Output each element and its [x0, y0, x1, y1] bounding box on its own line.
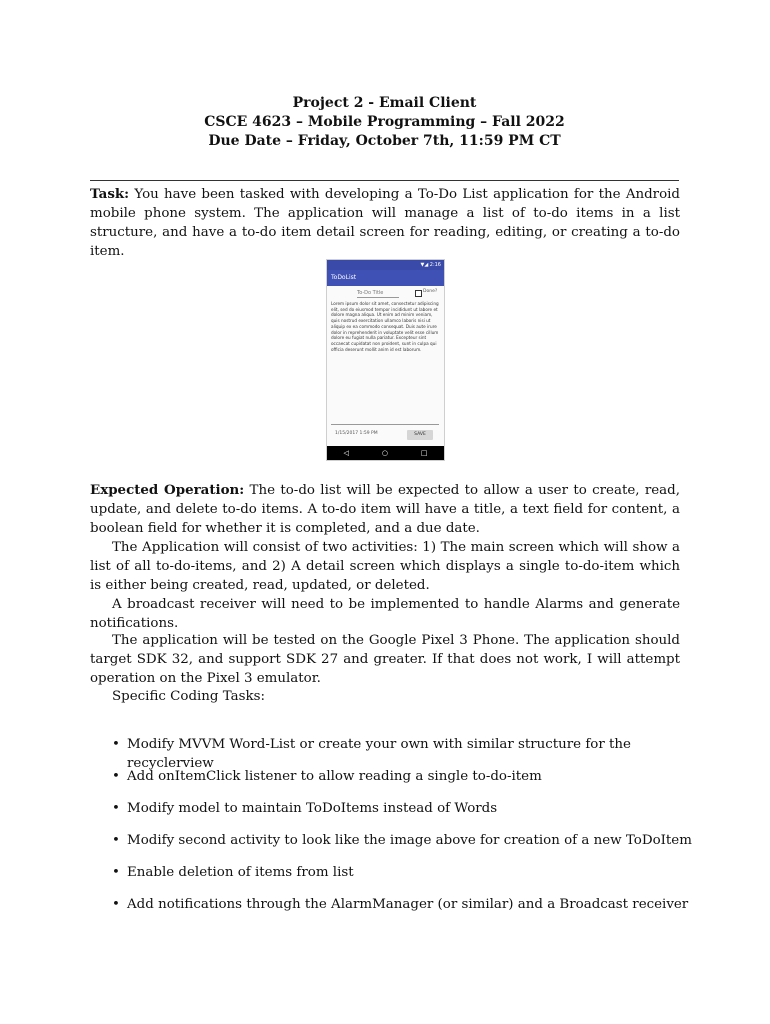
- list-item: • Add onItemClick listener to allow reading a single to-do-item: [112, 769, 542, 784]
- list-item: • Add notifications through the AlarmManager (or similar) and a Broadcast receiver: [112, 897, 689, 912]
- android-nav-bar: [327, 446, 444, 460]
- bullet-icon: •: [112, 865, 120, 880]
- bullet-icon: •: [112, 801, 120, 816]
- home-icon: ○: [381, 449, 388, 457]
- todo-content-text: Lorem ipsum dolor sit amet, consectetur adipiscing elit, sed do eiusmod tempor incididunt ut labore et dolore magna aliqua. Ut enim ad minim veniam, quis nostrud exercitation ullamco laboris nisi ut aliquip ex ea commodo consequat. Duis aute irure dolor in reprehenderit in voluptate velit esse cillum dolore eu fugiat nulla pariatur. Excepteur sint occaecat cupidatat non proident, sunt in culpa qui officia deserunt mollit anim id est laborum.: [331, 301, 439, 352]
- bullet-icon: •: [112, 769, 120, 784]
- operation-paragraph: [90, 481, 680, 538]
- todo-title-input: To-Do Title: [357, 290, 399, 298]
- project-title: Project 2 - Email Client: [292, 95, 477, 111]
- task-label: Task:: [90, 186, 130, 202]
- list-item: • Modify MVVM Word-List or create your own with similar structure for the recyclerview: [112, 737, 631, 771]
- document-title: [90, 94, 679, 151]
- tasks-heading: Specific Coding Tasks:: [112, 689, 265, 704]
- done-checkbox-label: Done?: [423, 289, 438, 294]
- list-item: • Modify second activity to look like the image above for creation of a new ToDoItem: [112, 833, 692, 848]
- operation-label: Expected Operation:: [90, 482, 245, 498]
- testing-paragraph: The application will be tested on the Google Pixel 3 Phone. The application should target SDK 32, and support SDK 27 and greater. If that does not work, I will attempt operation on the Pixel 3 emulator.: [90, 633, 680, 686]
- done-checkbox: [415, 290, 422, 297]
- app-title: ToDoList: [331, 274, 357, 281]
- broadcast-paragraph: A broadcast receiver will need to be implemented to handle Alarms and generate notifications.: [90, 597, 680, 631]
- phone-screenshot: [326, 259, 445, 461]
- save-button: SAVE: [407, 430, 433, 440]
- coding-tasks-list: [112, 735, 692, 927]
- operation-intro: The to-do list will be expected to allow a user to create, read, update, and delete to-do items. A to-do item will have a title, a text field for content, a boolean field for whether it is completed, and a due date.: [90, 483, 680, 536]
- back-icon: ◁: [343, 449, 349, 457]
- list-item: • Enable deletion of items from list: [112, 865, 354, 880]
- task-text: You have been tasked with developing a To-Do List application for the Android mobile phone system. The application will manage a list of to-do items in a list structure, and have a to-do item detail screen for reading, editing, or creating a to-do item.: [90, 187, 680, 259]
- bullet-icon: •: [112, 737, 120, 752]
- bullet-icon: •: [112, 897, 120, 912]
- list-item: • Modify model to maintain ToDoItems instead of Words: [112, 801, 498, 816]
- horizontal-rule: [90, 180, 679, 181]
- recent-apps-icon: □: [420, 449, 428, 457]
- content-divider: [331, 424, 439, 425]
- app-bar: [327, 270, 444, 286]
- task-paragraph: [90, 185, 680, 261]
- title-row: [327, 288, 444, 300]
- due-date-field: 1/15/2017 1:59 PM: [335, 431, 378, 436]
- status-icons: ▼◢ 2:16: [420, 262, 441, 268]
- status-bar: [327, 260, 444, 270]
- activities-paragraph: The Application will consist of two activities: 1) The main screen which will show a list of all to-do-items, and 2) A detail screen which displays a single to-do-item which is either being created, read, updated, or deleted.: [90, 540, 680, 593]
- course-title: CSCE 4623 – Mobile Programming – Fall 2022: [204, 114, 565, 130]
- due-date: Due Date – Friday, October 7th, 11:59 PM CT: [208, 133, 561, 149]
- bullet-icon: •: [112, 833, 120, 848]
